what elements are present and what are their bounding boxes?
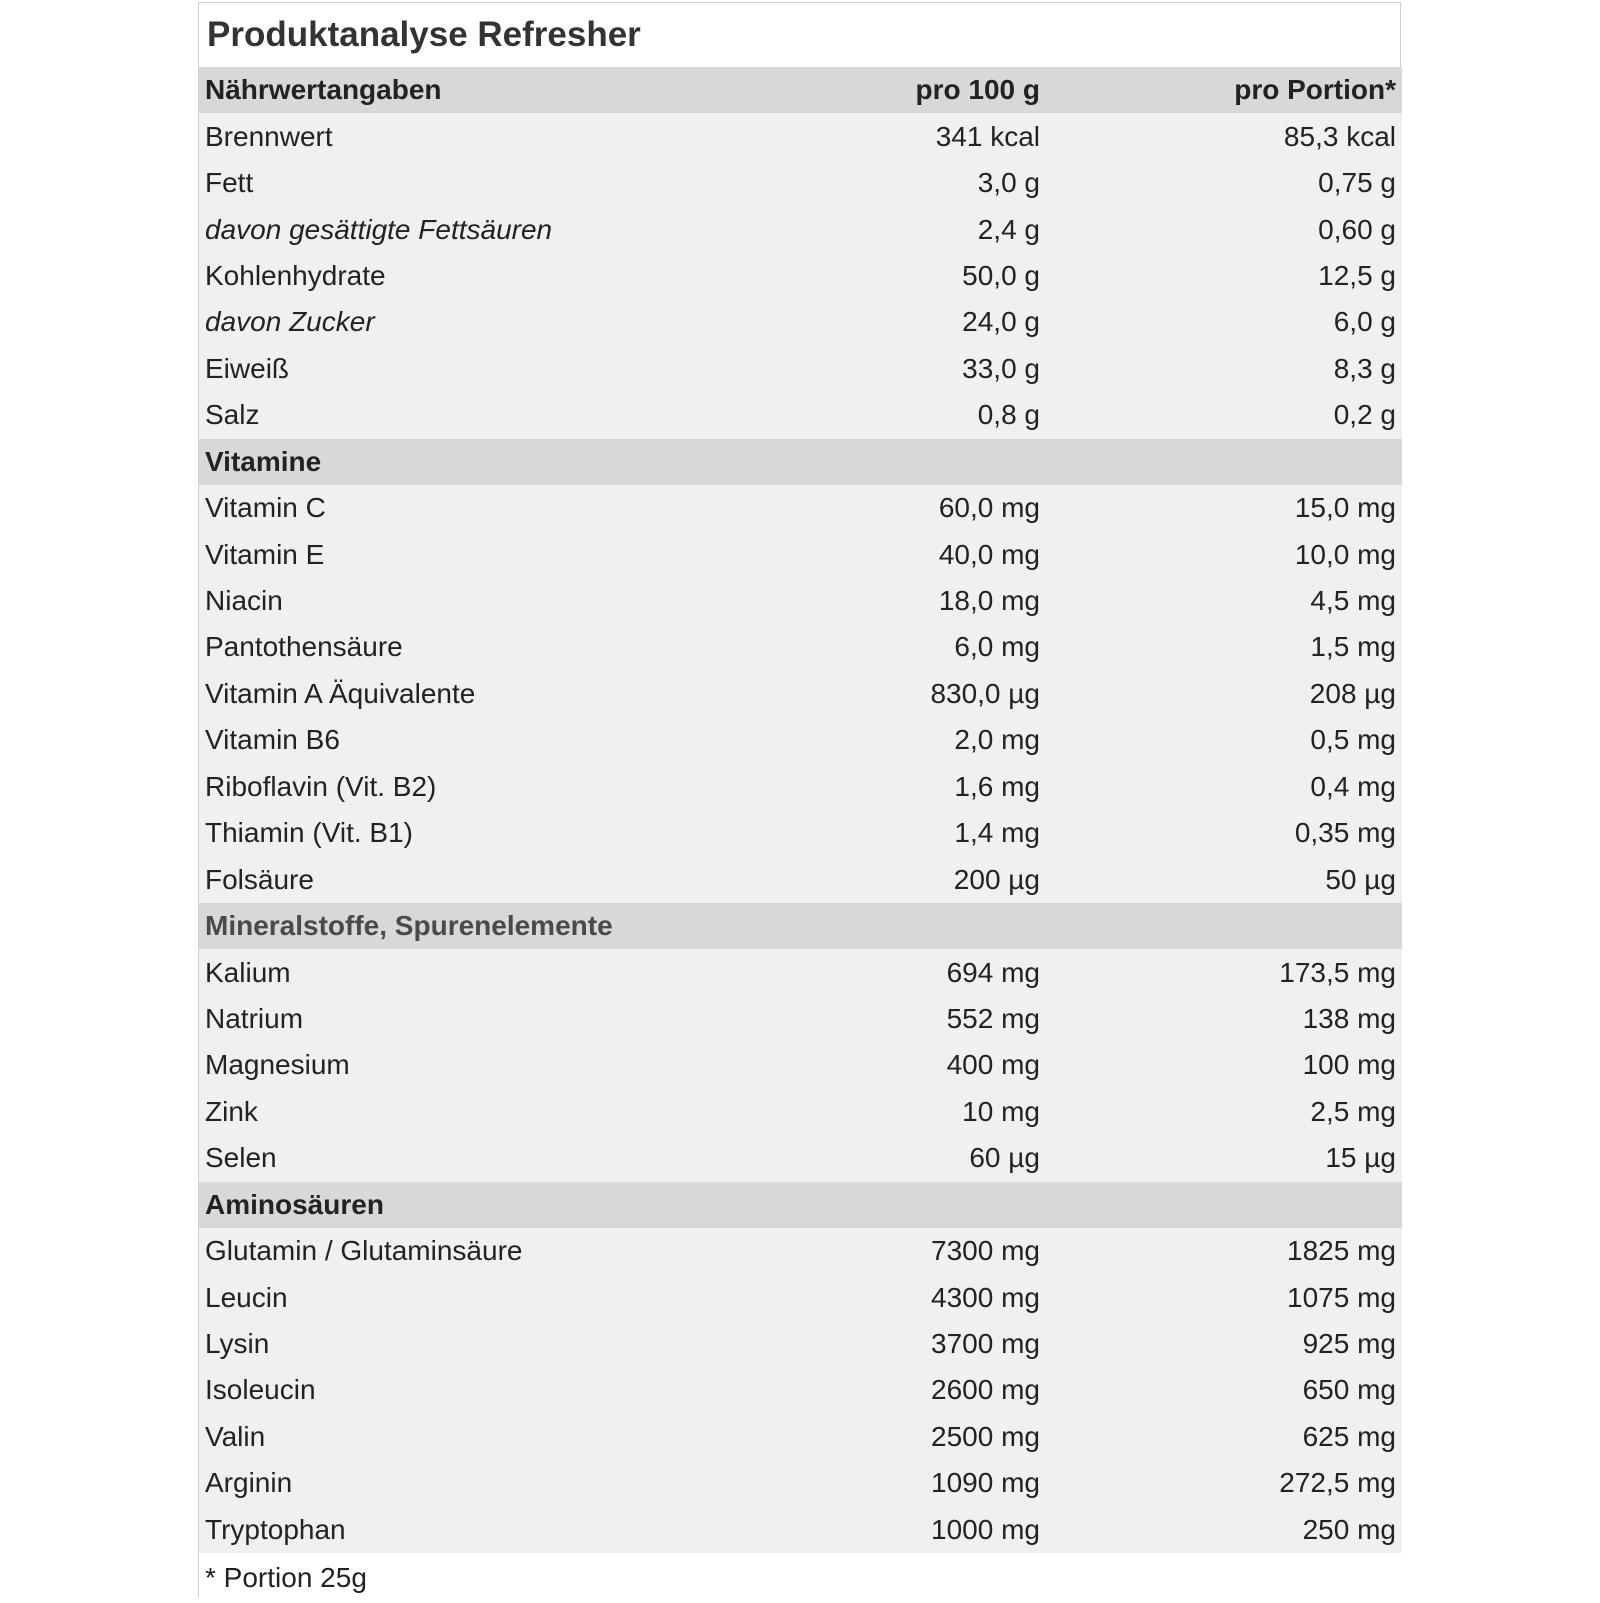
- table-row: [199, 531, 1402, 577]
- nutrition-table-body: [199, 67, 1402, 1603]
- nutrient-name: Pantothensäure: [199, 624, 832, 670]
- value-per-portion: 15 µg: [1046, 1135, 1402, 1181]
- nutrient-name: Leucin: [199, 1274, 832, 1320]
- value-per-100g: 2600 mg: [832, 1367, 1046, 1413]
- value-per-100g: 830,0 µg: [832, 671, 1046, 717]
- value-per-100g: 694 mg: [832, 949, 1046, 995]
- table-row: [199, 578, 1402, 624]
- value-per-100g: 24,0 g: [832, 299, 1046, 345]
- table-row: [199, 1228, 1402, 1274]
- table-row: [199, 1507, 1402, 1553]
- value-per-portion: 208 µg: [1046, 671, 1402, 717]
- value-per-100g: 1,6 mg: [832, 764, 1046, 810]
- value-per-portion: 0,35 mg: [1046, 810, 1402, 856]
- table-row: [199, 1089, 1402, 1135]
- nutrient-name: Vitamin C: [199, 485, 832, 531]
- section-title: Aminosäuren: [199, 1182, 1402, 1228]
- column-header-per-100g: pro 100 g: [832, 67, 1046, 113]
- table-row: [199, 624, 1402, 670]
- nutrient-name: Selen: [199, 1135, 832, 1181]
- value-per-portion: 0,4 mg: [1046, 764, 1402, 810]
- nutrient-name: Kohlenhydrate: [199, 253, 832, 299]
- value-per-portion: 100 mg: [1046, 1042, 1402, 1088]
- table-row: [199, 160, 1402, 206]
- table-row: [199, 1321, 1402, 1367]
- table-row: [199, 1460, 1402, 1506]
- section-title: Vitamine: [199, 439, 1402, 485]
- value-per-portion: 8,3 g: [1046, 346, 1402, 392]
- value-per-portion: 650 mg: [1046, 1367, 1402, 1413]
- value-per-portion: 0,60 g: [1046, 206, 1402, 252]
- nutrient-name: Valin: [199, 1414, 832, 1460]
- value-per-portion: 85,3 kcal: [1046, 113, 1402, 159]
- page-title: Produktanalyse Refresher: [199, 3, 1400, 67]
- section-title: Mineralstoffe, Spurenelemente: [199, 903, 1402, 949]
- value-per-portion: 4,5 mg: [1046, 578, 1402, 624]
- value-per-100g: 3,0 g: [832, 160, 1046, 206]
- table-row: [199, 764, 1402, 810]
- nutrient-name: Magnesium: [199, 1042, 832, 1088]
- value-per-portion: 15,0 mg: [1046, 485, 1402, 531]
- value-per-portion: 0,5 mg: [1046, 717, 1402, 763]
- table-row: [199, 113, 1402, 159]
- value-per-100g: 6,0 mg: [832, 624, 1046, 670]
- value-per-portion: 50 µg: [1046, 856, 1402, 902]
- value-per-portion: 6,0 g: [1046, 299, 1402, 345]
- table-row: [199, 485, 1402, 531]
- table-row: [199, 392, 1402, 438]
- value-per-100g: 1090 mg: [832, 1460, 1046, 1506]
- nutrient-name: Folsäure: [199, 856, 832, 902]
- value-per-portion: 1075 mg: [1046, 1274, 1402, 1320]
- value-per-100g: 2500 mg: [832, 1414, 1046, 1460]
- value-per-portion: 1825 mg: [1046, 1228, 1402, 1274]
- section-header-row: [199, 903, 1402, 949]
- nutrient-name: Tryptophan: [199, 1507, 832, 1553]
- table-row: [199, 996, 1402, 1042]
- column-header-per-portion: pro Portion*: [1046, 67, 1402, 113]
- value-per-100g: 7300 mg: [832, 1228, 1046, 1274]
- nutrient-name: Natrium: [199, 996, 832, 1042]
- nutrient-name: Thiamin (Vit. B1): [199, 810, 832, 856]
- footnote: * Portion 25g: [199, 1553, 1402, 1603]
- nutrient-name: Niacin: [199, 578, 832, 624]
- value-per-100g: 60,0 mg: [832, 485, 1046, 531]
- nutrition-table: [199, 67, 1402, 1603]
- nutrient-name: davon Zucker: [199, 299, 832, 345]
- section-header-row: [199, 1182, 1402, 1228]
- table-row: [199, 949, 1402, 995]
- value-per-100g: 1,4 mg: [832, 810, 1046, 856]
- value-per-100g: 200 µg: [832, 856, 1046, 902]
- value-per-100g: 1000 mg: [832, 1507, 1046, 1553]
- column-header-name: Nährwertangaben: [199, 67, 832, 113]
- nutrient-name: Kalium: [199, 949, 832, 995]
- table-row: [199, 346, 1402, 392]
- footnote-row: [199, 1553, 1402, 1603]
- table-row: [199, 1367, 1402, 1413]
- table-header-row: [199, 67, 1402, 113]
- value-per-100g: 2,4 g: [832, 206, 1046, 252]
- value-per-100g: 10 mg: [832, 1089, 1046, 1135]
- value-per-portion: 12,5 g: [1046, 253, 1402, 299]
- value-per-100g: 33,0 g: [832, 346, 1046, 392]
- value-per-100g: 2,0 mg: [832, 717, 1046, 763]
- value-per-portion: 925 mg: [1046, 1321, 1402, 1367]
- nutrient-name: Glutamin / Glutaminsäure: [199, 1228, 832, 1274]
- nutrient-name: Vitamin B6: [199, 717, 832, 763]
- value-per-100g: 400 mg: [832, 1042, 1046, 1088]
- section-header-row: [199, 439, 1402, 485]
- value-per-portion: 272,5 mg: [1046, 1460, 1402, 1506]
- table-row: [199, 671, 1402, 717]
- nutrient-name: Eiweiß: [199, 346, 832, 392]
- value-per-100g: 50,0 g: [832, 253, 1046, 299]
- nutrient-name: Zink: [199, 1089, 832, 1135]
- value-per-100g: 60 µg: [832, 1135, 1046, 1181]
- nutrient-name: Brennwert: [199, 113, 832, 159]
- value-per-portion: 173,5 mg: [1046, 949, 1402, 995]
- table-row: [199, 1135, 1402, 1181]
- value-per-portion: 2,5 mg: [1046, 1089, 1402, 1135]
- nutrient-name: Fett: [199, 160, 832, 206]
- table-row: [199, 206, 1402, 252]
- value-per-portion: 0,75 g: [1046, 160, 1402, 206]
- product-analysis-panel: [198, 2, 1401, 1598]
- table-row: [199, 1042, 1402, 1088]
- value-per-portion: 138 mg: [1046, 996, 1402, 1042]
- value-per-portion: 10,0 mg: [1046, 531, 1402, 577]
- value-per-portion: 0,2 g: [1046, 392, 1402, 438]
- value-per-100g: 0,8 g: [832, 392, 1046, 438]
- value-per-100g: 4300 mg: [832, 1274, 1046, 1320]
- nutrient-name: Vitamin E: [199, 531, 832, 577]
- table-row: [199, 856, 1402, 902]
- nutrient-name: Isoleucin: [199, 1367, 832, 1413]
- value-per-portion: 625 mg: [1046, 1414, 1402, 1460]
- value-per-portion: 1,5 mg: [1046, 624, 1402, 670]
- table-row: [199, 810, 1402, 856]
- table-row: [199, 1414, 1402, 1460]
- nutrient-name: Arginin: [199, 1460, 832, 1506]
- value-per-100g: 3700 mg: [832, 1321, 1046, 1367]
- table-row: [199, 299, 1402, 345]
- value-per-100g: 552 mg: [832, 996, 1046, 1042]
- nutrient-name: Lysin: [199, 1321, 832, 1367]
- table-row: [199, 253, 1402, 299]
- value-per-portion: 250 mg: [1046, 1507, 1402, 1553]
- nutrient-name: Riboflavin (Vit. B2): [199, 764, 832, 810]
- nutrient-name: Salz: [199, 392, 832, 438]
- value-per-100g: 40,0 mg: [832, 531, 1046, 577]
- table-row: [199, 1274, 1402, 1320]
- value-per-100g: 341 kcal: [832, 113, 1046, 159]
- nutrient-name: Vitamin A Äquivalente: [199, 671, 832, 717]
- value-per-100g: 18,0 mg: [832, 578, 1046, 624]
- nutrient-name: davon gesättigte Fettsäuren: [199, 206, 832, 252]
- table-row: [199, 717, 1402, 763]
